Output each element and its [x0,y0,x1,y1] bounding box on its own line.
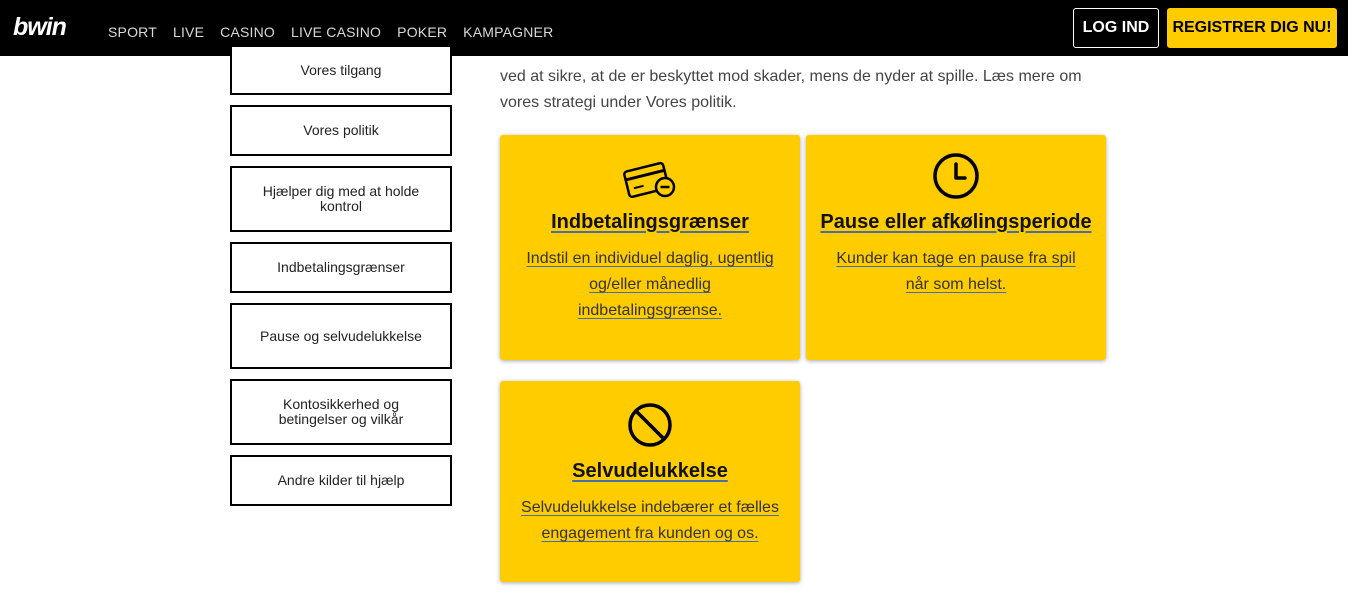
card-title[interactable]: Indbetalingsgrænser [551,211,749,233]
top-navigation-bar [0,0,1348,56]
card-description[interactable]: Indstil en individuel daglig, ugentlig og/eller månedlig indbetalingsgrænse. [526,250,774,319]
card-description[interactable]: Selvudelukkelse indebærer et fælles engagement fra kunden og os. [521,499,779,542]
nav-live[interactable]: LIVE [172,24,205,40]
nav-live-casino[interactable]: LIVE CASINO [291,24,382,40]
sidenav-item-kontosikkerhed[interactable]: Kontosikkerhed og betingelser og vilkår [230,379,452,445]
sidenav-item-hjaelper-dig[interactable]: Hjælper dig med at holde kontrol [230,166,452,232]
main-nav [108,24,553,40]
card-description[interactable]: Kunder kan tage en pause fra spil når som helst. [836,250,1076,293]
bwin-logo[interactable]: bwin [13,13,66,41]
card-title[interactable]: Pause eller afkølingsperiode [820,211,1092,233]
sidenav-item-indbetalingsgraenser[interactable]: Indbetalingsgrænser [230,242,452,293]
card-indbetalingsgraenser[interactable] [500,135,800,360]
sidenav-item-pause-selvudelukkelse[interactable]: Pause og selvudelukkelse [230,303,452,369]
intro-paragraph: ved at sikre, at de er beskyttet mod skader, mens de nyder at spille. Læs mere om vores strategi under Vores politik. [500,68,1082,111]
register-button[interactable]: REGISTRER DIG NU! [1167,8,1337,48]
login-button[interactable]: LOG IND [1073,8,1159,48]
card-pause-afkoelingsperiode[interactable] [806,135,1106,360]
clock-icon [931,151,981,201]
nav-poker[interactable]: POKER [397,24,448,40]
nav-sport[interactable]: SPORT [108,24,157,40]
sidenav-item-vores-tilgang[interactable]: Vores tilgang [230,45,452,95]
sidenav-item-andre-kilder[interactable]: Andre kilder til hjælp [230,455,452,506]
card-title[interactable]: Selvudelukkelse [572,460,728,482]
credit-card-minus-icon [622,155,678,201]
sidenav-item-vores-politik[interactable]: Vores politik [230,105,452,156]
prohibited-icon [626,401,674,449]
nav-kampagner[interactable]: KAMPAGNER [463,24,554,40]
card-selvudelukkelse[interactable] [500,381,800,582]
nav-casino[interactable]: CASINO [220,24,276,40]
